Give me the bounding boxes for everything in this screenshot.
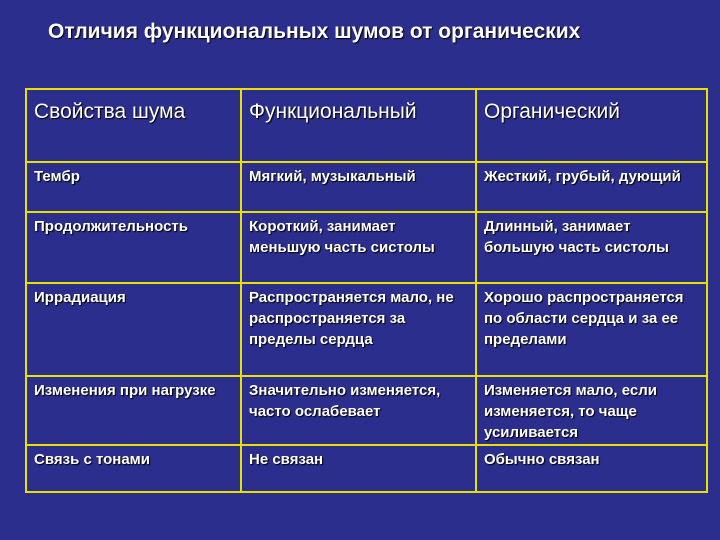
header-cell-functional: Функциональный	[241, 89, 476, 162]
table-row	[26, 162, 707, 212]
row-label: Тембр	[26, 162, 241, 212]
organic-cell: Изменяется мало, если изменяется, то чаще усиливается	[476, 376, 707, 445]
table-row	[26, 376, 707, 445]
row-label: Связь с тонами	[26, 445, 241, 492]
slide-title: Отличия функциональных шумов от органических	[48, 20, 581, 43]
table-header-row	[26, 89, 707, 162]
header-cell-organic: Органический	[476, 89, 707, 162]
functional-cell: Мягкий, музыкальный	[241, 162, 476, 212]
organic-cell: Жесткий, грубый, дующий	[476, 162, 707, 212]
table-row	[26, 283, 707, 376]
functional-cell: Не связан	[241, 445, 476, 492]
functional-cell: Короткий, занимает меньшую часть систолы	[241, 212, 476, 283]
row-label: Изменения при нагрузке	[26, 376, 241, 445]
functional-cell: Значительно изменяется, часто ослабевает	[241, 376, 476, 445]
organic-cell: Длинный, занимает большую часть систолы	[476, 212, 707, 283]
table-row	[26, 212, 707, 283]
row-label: Продолжительность	[26, 212, 241, 283]
organic-cell: Обычно связан	[476, 445, 707, 492]
organic-cell: Хорошо распространяется по области сердца и за ее пределами	[476, 283, 707, 376]
functional-cell: Распространяется мало, не распространяется за пределы сердца	[241, 283, 476, 376]
table-row	[26, 445, 707, 492]
row-label: Иррадиация	[26, 283, 241, 376]
header-cell-property: Свойства шума	[26, 89, 241, 162]
comparison-table	[25, 88, 708, 493]
